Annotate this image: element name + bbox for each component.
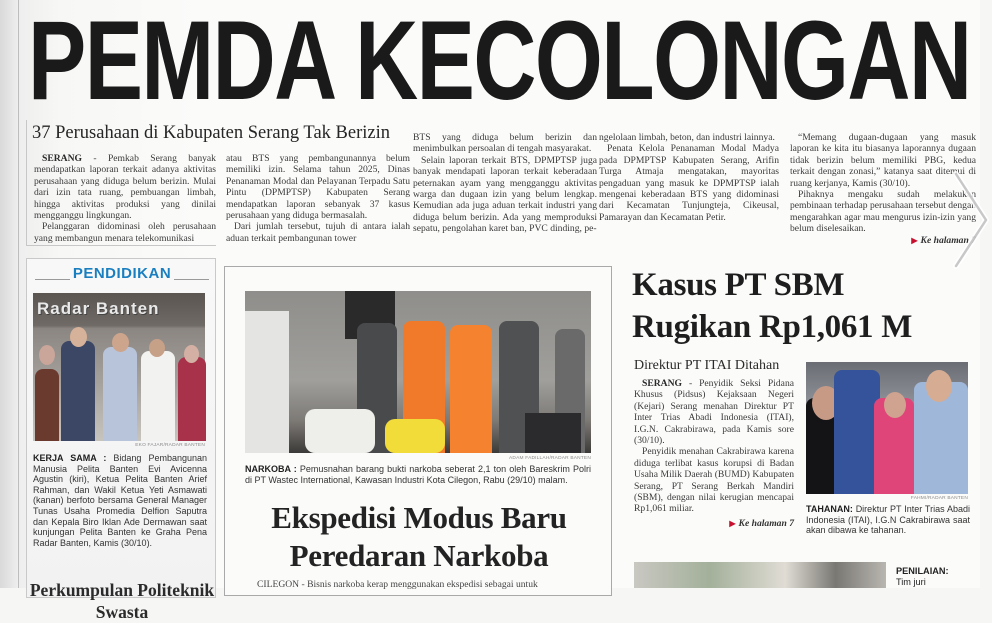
evidence-bag: [385, 419, 445, 453]
person-figure: [178, 357, 206, 441]
triangle-right-icon: ▶: [729, 518, 736, 528]
jump-label: Ke halaman 7: [738, 517, 794, 529]
paragraph: BTS yang diduga belum berizin dan menimbulkan persoalan di tengah masyarakat.: [413, 132, 597, 155]
person-head: [149, 339, 165, 357]
paragraph: ngelolaan limbah, beton, dan industri lainnya.: [599, 132, 775, 143]
paragraph: atau BTS yang pembangunannya belum memiliki izin. Selama tahun 2025, Dinas Penanaman Modal dan Pelayanan Terpadu Satu Pintu (DPMPTSP) Kabupaten Serang mendapatkan laporan sebanyak 37 kasus perusahaan yang diduga bermasalah.: [226, 153, 410, 222]
lead-story: [26, 120, 980, 250]
section-label: PENDIDIKAN: [35, 265, 209, 282]
case: [525, 413, 581, 453]
main-headline: PEMDA KECOLONGAN: [28, 0, 971, 123]
headline-line: Ekspedisi Modus Baru: [271, 500, 567, 535]
headline-line: Kasus PT SBM: [632, 267, 845, 303]
caption-text: Bidang Pembangunan Manusia Pelita Banten Evi Avicenna Agustin (kiri), Ketua Pelita Banten Arief Rahman, dan Wakil Ketua Yeti Asmawati (kanan) berfoto bersama General Manager Tunas Usaha Promedia Delfion Saputra dan Kepala Biro Iklan Ade Dermawan saat kunjungan Pelita Banten ke Graha Pena Radar Banten, Kamis (30/10).: [33, 453, 207, 548]
photo-caption: [806, 504, 970, 536]
caption-text: Direktur PT Inter Trias Abadi Indonesia (ITAI), I.G.N Cakrabirawa saat akan dibawa ke tahanan.: [806, 504, 970, 536]
paragraph: - Penyidik Seksi Pidana Khusus (Pidsus) Kejaksaan Negeri (Kejari) Serang menahan Direktur PT Inter Trias Abadi Indonesia (ITAI), I.G.N. Cakrabirawa, pada Kamis sore (30/10).: [634, 378, 794, 447]
paragraph: Dari jumlah tersebut, tujuh di antara ialah aduan terkait pembangunan tower: [226, 221, 410, 244]
sbm-headline: [632, 264, 972, 348]
person-figure: [35, 369, 59, 441]
jump-link[interactable]: [634, 518, 794, 529]
caption-text: Pemusnahan barang bukti narkoba seberat 2,1 ton oleh Bareskrim Polri di PT Wastec International, Kawasan Industri Kota Cilegon, Rabu (29/10) malam.: [245, 464, 591, 485]
jump-link[interactable]: [790, 235, 976, 246]
caption-kicker: PENILAIAN:: [896, 566, 949, 576]
triangle-right-icon: ▶: [911, 235, 918, 245]
caption-kicker: TAHANAN:: [806, 504, 853, 514]
penilaian-caption: [896, 566, 949, 588]
narkoba-story: [224, 266, 612, 596]
sacks-pile: [245, 311, 289, 453]
paragraph: Penyidik menahan Cakrabirawa karena diduga terlibat kasus korupsi di Badan Usaha Milik Daerah (BUMD) Kabupaten Serang, PT Serang Berkah Mandiri (SBM), dengan nilai kerugian mencapai Rp1,061 miliar.: [634, 446, 794, 515]
paragraph: - Pemkab Serang banyak mendapatkan laporan terkait adanya aktivitas perusahaan yang diduga belum berizin. Mulai dari izin tata ruang, pembuangan limbah, hingga aktivitas produksi yang dinilai mengganggu lingkungan.: [34, 153, 216, 222]
photo-sign-text: Radar Banten: [37, 299, 160, 318]
lead-column-5: [790, 132, 976, 246]
jump-label: Ke halaman 7: [920, 234, 976, 246]
person-head: [70, 327, 87, 347]
lead-column-3: [413, 132, 597, 235]
sbm-subheadline: Direktur PT ITAI Ditahan: [634, 358, 780, 373]
photo-credit: FAHMI/RADAR BANTEN: [910, 496, 968, 501]
paragraph: Pelanggaran didominasi oleh perusahaan yang membangun menara telekomunikasi: [34, 221, 216, 244]
suspect-figure: [450, 325, 492, 453]
photo-credit: EKO FAJAR/RADAR BANTEN: [135, 443, 205, 448]
lead-column-4: [599, 132, 779, 223]
paragraph: “Memang dugaan-dugaan yang masuk laporan ke kita itu biasanya laporannya dugaan tidak berizin belum memiliki PBG, kedua terkait dengan zonasi,” katanya saat ditemui di ruang kerjanya, Kamis (30/10).: [790, 132, 976, 189]
education-headline: Perkumpulan Politeknik Swasta: [29, 580, 215, 622]
section-header: [35, 265, 209, 285]
person-head: [112, 333, 129, 352]
education-section: [26, 258, 216, 622]
narkoba-photo: [245, 291, 591, 453]
paragraph: Pihaknya mengaku sudah melakukan pembinaan terhadap perusahaan tersebut dengan mengarahkan agar mau mengurus izin-izin yang belum diselesaikan.: [790, 189, 976, 235]
chevron-right-icon[interactable]: [952, 170, 992, 270]
dateline: SERANG: [42, 153, 82, 164]
caption-kicker: NARKOBA :: [245, 464, 297, 474]
lead-subheadline: 37 Perusahaan di Kabupaten Serang Tak Berizin: [32, 123, 390, 143]
narkoba-headline: [225, 499, 613, 575]
photo-credit: ADAM FADILLAH/RADAR BANTEN: [509, 456, 591, 461]
paragraph: Penata Kelola Penanaman Modal Madya pada DPMPTSP Kabupaten Serang, Arifin Turga Atmaja mengatakan, mayoritas pengaduan yang masuk ke DPMPTSP ialah mengenai keberadaan BTS yang didominasi dari Kecamatan Tunjungteja, Cikeusal, Pamarayan dan Kecamatan Petir.: [599, 143, 779, 223]
page-gutter: [18, 0, 19, 588]
story-body-start: CILEGON - Bisnis narkoba kerap menggunakan ekspedisi sebagai untuk: [257, 579, 538, 590]
education-photo: [33, 293, 205, 441]
person-figure: [61, 341, 95, 441]
person-head: [926, 370, 952, 402]
dateline: SERANG: [642, 378, 682, 389]
person-head: [39, 345, 55, 365]
lead-column-1: [34, 153, 216, 244]
sbm-body: [634, 378, 794, 529]
person-figure: [141, 351, 175, 441]
headline-line: Peredaran Narkoba: [289, 538, 549, 573]
caption-kicker: KERJA SAMA :: [33, 453, 107, 463]
headline-line: Rugikan Rp1,061 M: [632, 309, 913, 345]
lead-column-2: [226, 153, 410, 244]
photo-caption: [245, 464, 591, 485]
penilaian-photo: [634, 562, 886, 588]
sbm-photo: [806, 362, 968, 494]
paragraph: Selain laporan terkait BTS, DPMPTSP juga banyak mendapati laporan terkait keberadaan peternakan ayam yang mengganggu aktivitas warga dan dugaan izin yang belum lengkap. Kemudian ada juga aduan terkait industri yang diduga belum berizin. Ada yang memproduksi sepatu, pengolahan karet ban, PVC dinding, pe-: [413, 154, 597, 235]
photo-caption: [33, 453, 207, 548]
person-figure: [103, 347, 137, 441]
evidence-sack: [305, 409, 375, 453]
person-head: [884, 392, 906, 418]
person-head: [184, 345, 199, 363]
caption-text: Tim juri: [896, 577, 926, 587]
